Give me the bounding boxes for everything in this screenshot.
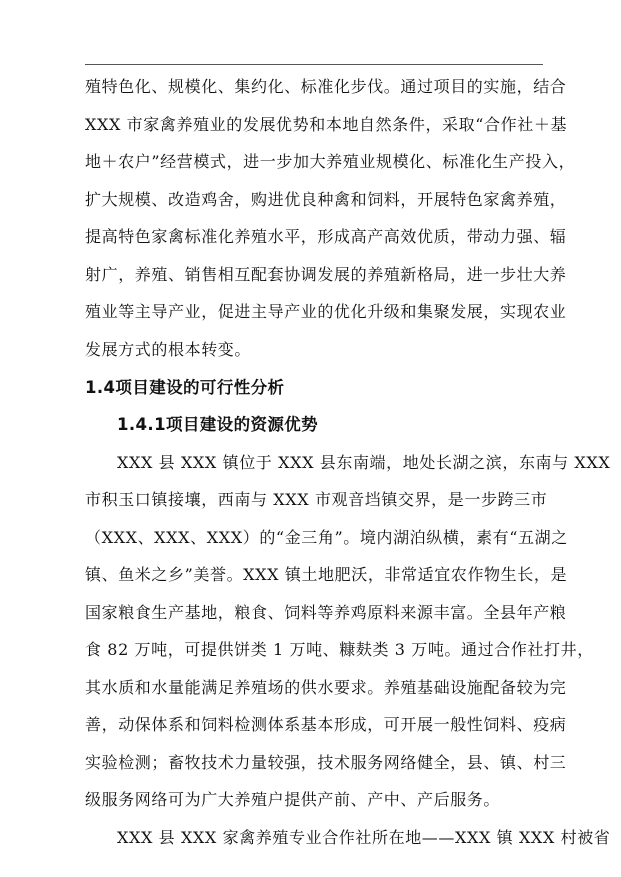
paragraph-line: 善，动保体系和饲料检测体系基本形成，可开展一般性饲料、疫病 [85, 715, 567, 734]
paragraph-line: 市积玉口镇接壤，西南与 XXX 市观音垱镇交界，是一步跨三市 [85, 490, 548, 509]
paragraph-line: 提高特色家禽标准化养殖水平，形成高产高效优质，带动力强、辐 [85, 227, 567, 246]
paragraph-line: 国家粮食生产基地，粮食、饲料等养鸡原料来源丰富。全县年产粮 [85, 603, 567, 622]
paragraph-line: 地＋农户”经营模式，进一步加大养殖业规模化、标准化生产投入， [85, 152, 576, 171]
paragraph-line: 镇、鱼米之乡”美誉。XXX 镇土地肥沃，非常适宜农作物生长，是 [85, 565, 568, 584]
paragraph-line: XXX 县 XXX 家禽养殖专业合作社所在地——XXX 镇 XXX 村被省 [117, 828, 611, 847]
paragraph-line: 实验检测；畜牧技术力量较强，技术服务网络健全，县、镇、村三 [85, 753, 567, 772]
paragraph-line: （XXX、XXX、XXX）的“金三角”。境内湖泊纵横，素有“五湖之 [85, 528, 568, 547]
paragraph-line: XXX 县 XXX 镇位于 XXX 县东南端，地处长湖之滨，东南与 XXX [117, 453, 611, 472]
paragraph-line: 级服务网络可为广大养殖户提供产前、产中、产后服务。 [85, 790, 501, 809]
paragraph-line: 射广，养殖、销售相互配套协调发展的养殖新格局，进一步壮大养 [85, 265, 567, 284]
paragraph-line: 扩大规模、改造鸡舍，购进优良种禽和饲料，开展特色家禽养殖， [85, 190, 567, 209]
header-rule [85, 64, 543, 65]
paragraph-line: 发展方式的根本转变。 [85, 340, 252, 359]
subsection-heading: 1.4.1项目建设的资源优势 [117, 415, 319, 434]
paragraph-line: 殖特色化、规模化、集约化、标准化步伐。通过项目的实施，结合 [85, 77, 567, 96]
paragraph-line: 殖业等主导产业，促进主导产业的优化升级和集聚发展，实现农业 [85, 302, 567, 321]
section-heading: 1.4项目建设的可行性分析 [85, 378, 285, 397]
paragraph-line: 食 82 万吨，可提供饼类 1 万吨、糠麸类 3 万吨。通过合作社打井， [85, 640, 594, 659]
paragraph-line: 其水质和水量能满足养殖场的供水要求。养殖基础设施配备较为完 [85, 678, 567, 697]
paragraph-line: XXX 市家禽养殖业的发展优势和本地自然条件，采取“合作社＋基 [85, 115, 568, 134]
